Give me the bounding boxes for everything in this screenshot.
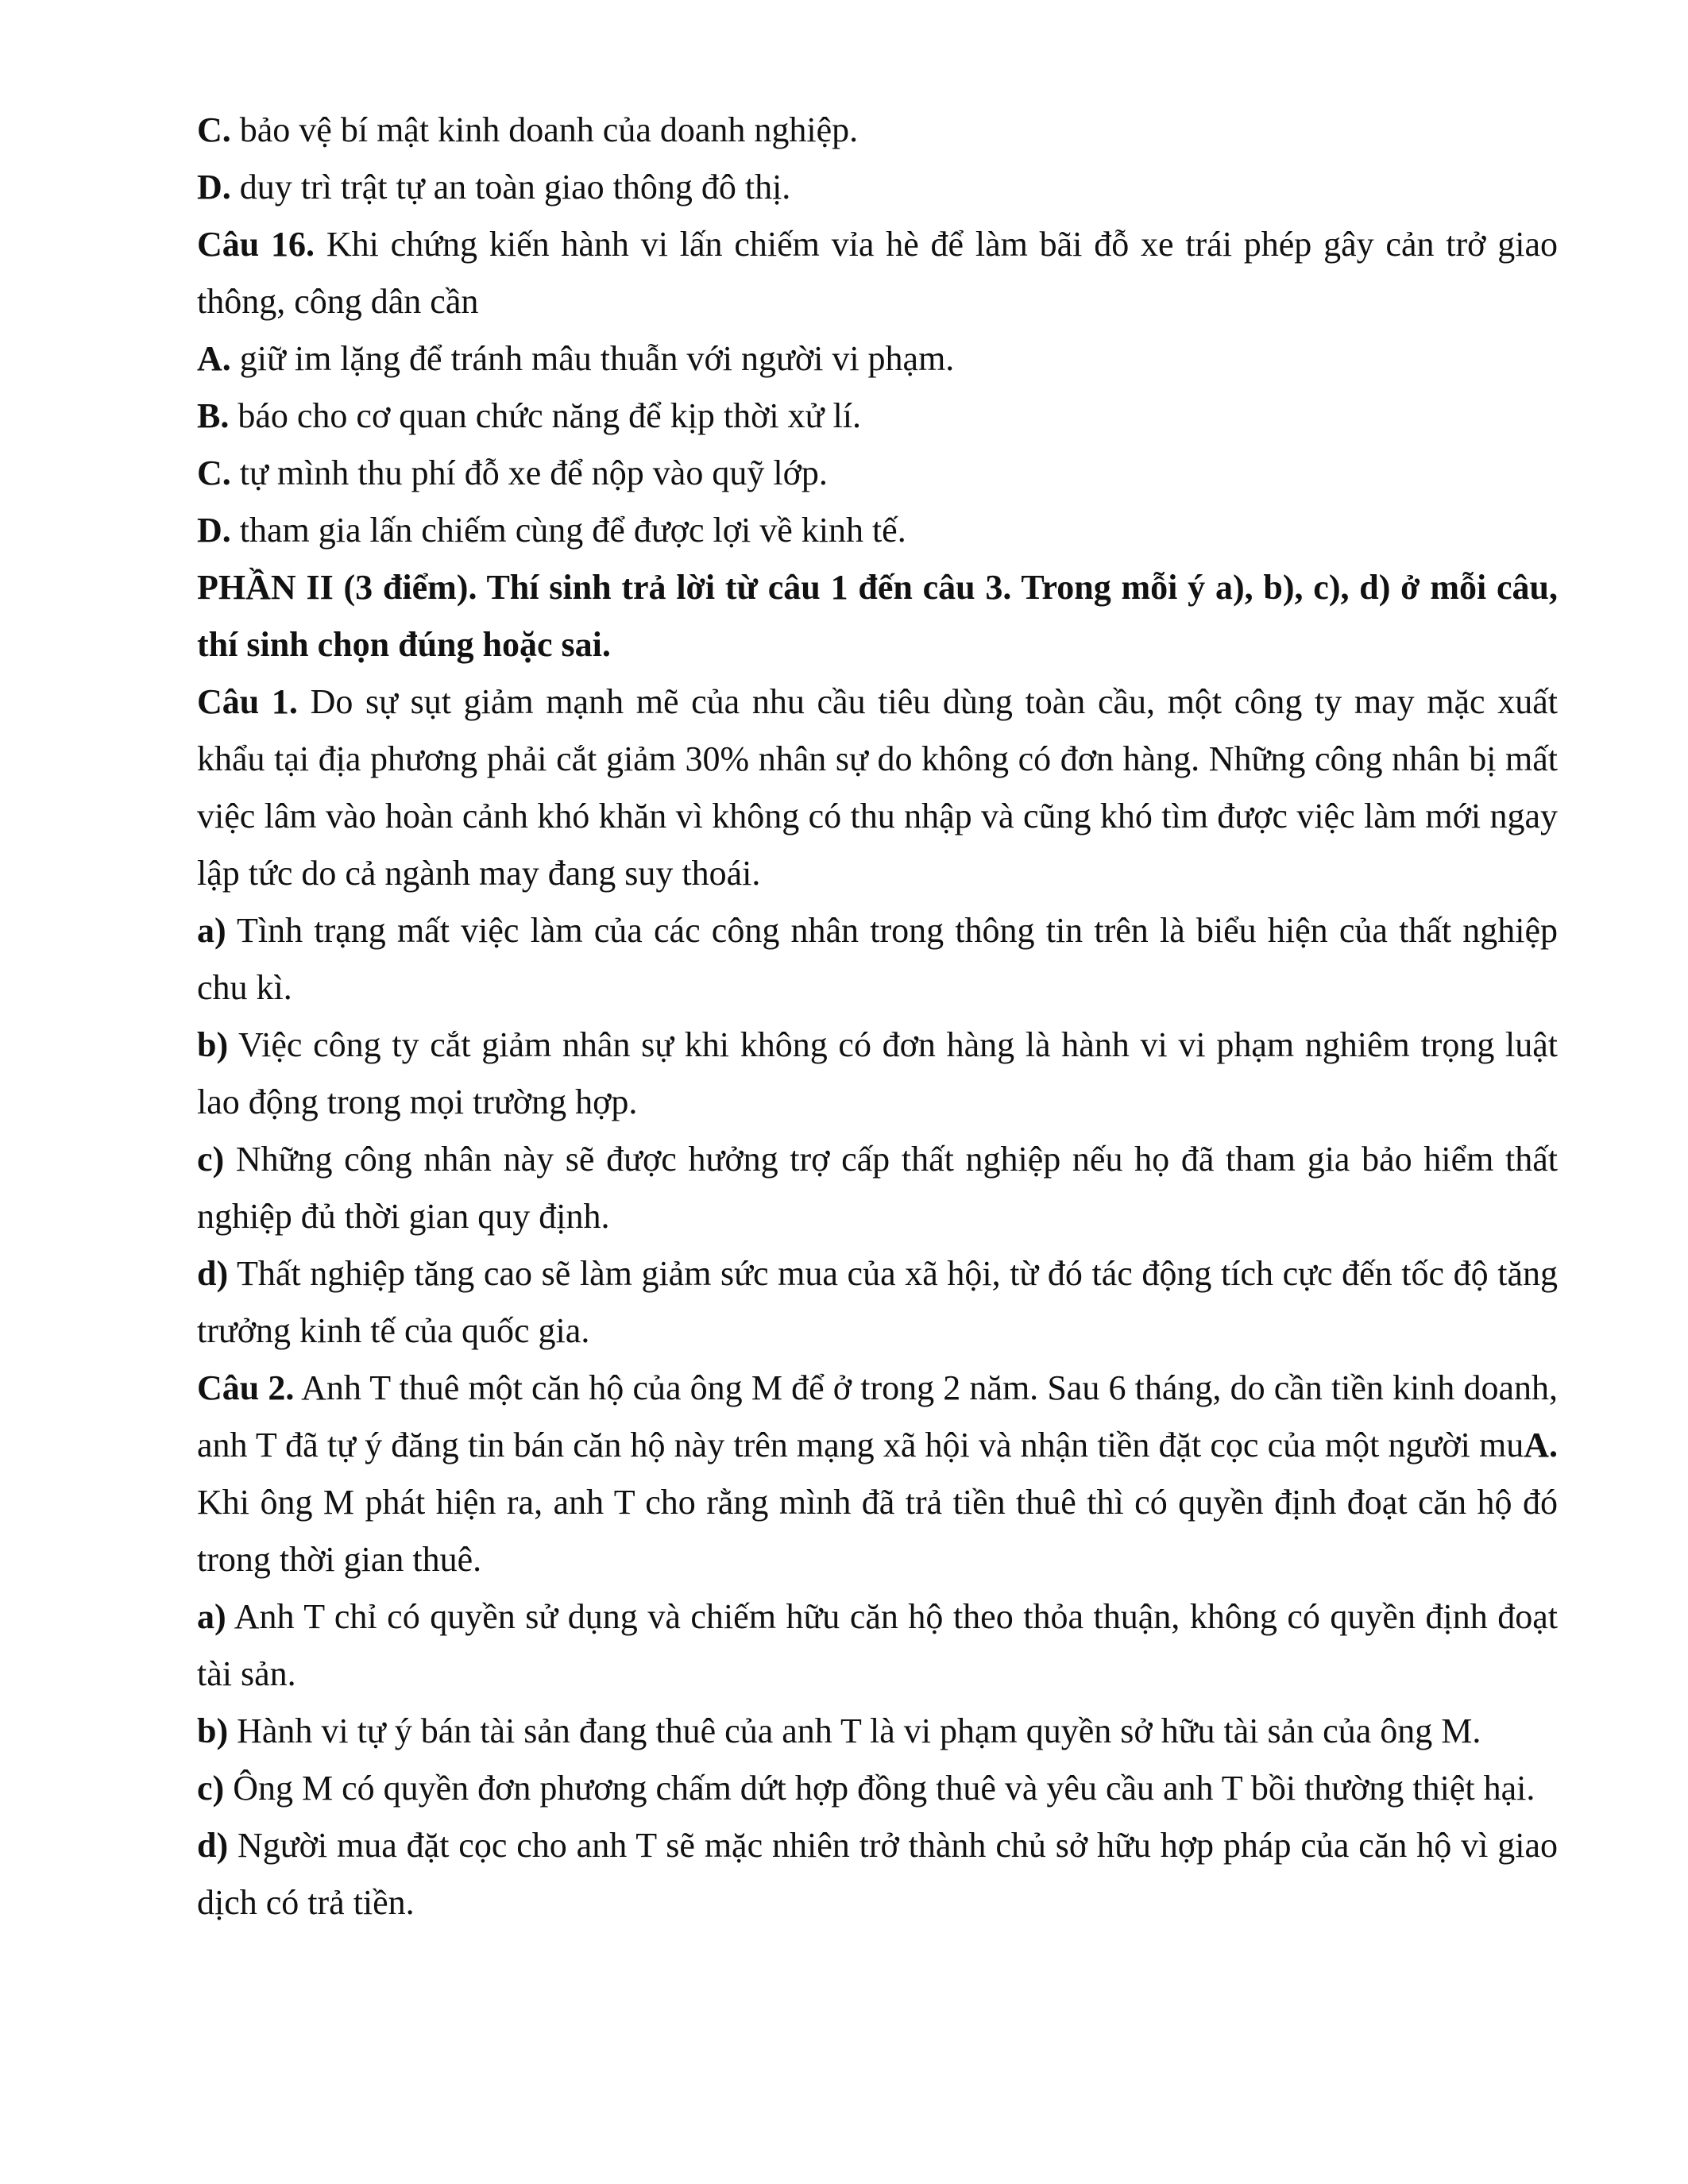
item-label: c): [197, 1769, 225, 1808]
q16-option-c: [197, 445, 1558, 502]
option-label: D.: [197, 168, 231, 206]
item-text: Những công nhân này sẽ được hưởng trợ cấp thất nghiệp nếu họ đã tham gia bảo hiểm thất nghiệp đủ thời gian quy định.: [197, 1140, 1558, 1236]
q16-option-d: [197, 502, 1558, 559]
item-label: a): [197, 911, 226, 950]
q15-option-d: [197, 159, 1558, 216]
p2q2-stem: [197, 1360, 1558, 1588]
question-number: Câu 16.: [197, 225, 315, 264]
p2q2-item-b: [197, 1703, 1558, 1760]
q16-option-b: [197, 388, 1558, 445]
option-text: bảo vệ bí mật kinh doanh của doanh nghiệp.: [230, 110, 859, 149]
question-stem-part1: Anh T thuê một căn hộ của ông M để ở trong 2 năm. Sau 6 tháng, do cần tiền kinh doanh, anh T đã tự ý đăng tin bán căn hộ này trên mạng xã hội và nhận tiền đặt cọc của một người mu: [197, 1368, 1558, 1464]
question-stem-bold: A.: [1524, 1426, 1558, 1464]
question-stem: Khi chứng kiến hành vi lấn chiếm vỉa hè để làm bãi đỗ xe trái phép gây cản trở giao thông, công dân cần: [197, 225, 1559, 321]
item-label: b): [197, 1711, 229, 1750]
option-text: duy trì trật tự an toàn giao thông đô thị.: [230, 168, 791, 206]
p2q1-item-a: [197, 902, 1558, 1017]
item-text: Anh T chỉ có quyền sử dụng và chiếm hữu căn hộ theo thỏa thuận, không có quyền định đoạt tài sản.: [197, 1597, 1558, 1693]
q15-option-c: [197, 102, 1558, 159]
option-label: B.: [197, 396, 230, 435]
item-text: Hành vi tự ý bán tài sản đang thuê của anh T là vi phạm quyền sở hữu tài sản của ông M.: [228, 1711, 1481, 1750]
option-label: A.: [197, 339, 231, 378]
option-text: báo cho cơ quan chức năng để kịp thời xử lí.: [229, 396, 861, 435]
q16-stem: [197, 216, 1558, 330]
p2q1-item-d: [197, 1245, 1558, 1360]
question-number: Câu 1.: [197, 682, 298, 721]
item-text: Thất nghiệp tăng cao sẽ làm giảm sức mua của xã hội, từ đó tác động tích cực đến tốc độ tăng trưởng kinh tế của quốc gia.: [197, 1254, 1558, 1350]
part2-heading: PHẦN II (3 điểm). Thí sinh trả lời từ câu 1 đến câu 3. Trong mỗi ý a), b), c), d) ở mỗi câu, thí sinh chọn đúng hoặc sai.: [197, 568, 1558, 664]
option-label: D.: [197, 511, 231, 550]
document-body: [197, 102, 1558, 1931]
p2q2-item-c: [197, 1760, 1558, 1817]
question-stem: Do sự sụt giảm mạnh mẽ của nhu cầu tiêu dùng toàn cầu, một công ty may mặc xuất khẩu tại địa phương phải cắt giảm 30% nhân sự do không có đơn hàng. Những công nhân bị mất việc lâm vào hoàn cảnh khó khăn vì không có thu nhập và cũng khó tìm được việc làm mới ngay lập tức do cả ngành may đang suy thoái.: [197, 682, 1559, 893]
p2q2-item-d: [197, 1817, 1558, 1931]
item-label: d): [197, 1254, 229, 1293]
item-text: Tình trạng mất việc làm của các công nhân trong thông tin trên là biểu hiện của thất nghiệp chu kì.: [197, 911, 1558, 1007]
item-label: d): [197, 1826, 229, 1865]
p2q1-item-c: [197, 1131, 1558, 1245]
question-stem-part2: Khi ông M phát hiện ra, anh T cho rằng mình đã trả tiền thuê thì có quyền định đoạt căn hộ đó trong thời gian thuê.: [197, 1483, 1558, 1579]
p2q2-item-a: [197, 1588, 1558, 1703]
option-text: giữ im lặng để tránh mâu thuẫn với người vi phạm.: [230, 339, 955, 378]
item-text: Ông M có quyền đơn phương chấm dứt hợp đồng thuê và yêu cầu anh T bồi thường thiệt hại.: [224, 1769, 1535, 1808]
option-text: tham gia lấn chiếm cùng để được lợi về kinh tế.: [230, 511, 906, 550]
option-label: C.: [197, 110, 231, 149]
option-label: C.: [197, 453, 231, 492]
item-text: Người mua đặt cọc cho anh T sẽ mặc nhiên trở thành chủ sở hữu hợp pháp của căn hộ vì giao dịch có trả tiền.: [197, 1826, 1558, 1922]
p2q1-item-b: [197, 1017, 1558, 1131]
item-label: b): [197, 1025, 229, 1064]
question-number: Câu 2.: [197, 1368, 295, 1407]
q16-option-a: [197, 330, 1558, 388]
item-text: Việc công ty cắt giảm nhân sự khi không có đơn hàng là hành vi vi phạm nghiêm trọng luật lao động trong mọi trường hợp.: [197, 1025, 1558, 1121]
item-label: c): [197, 1140, 225, 1179]
item-label: a): [197, 1597, 226, 1636]
p2q1-stem: [197, 673, 1558, 902]
option-text: tự mình thu phí đỗ xe để nộp vào quỹ lớp.: [230, 453, 828, 492]
